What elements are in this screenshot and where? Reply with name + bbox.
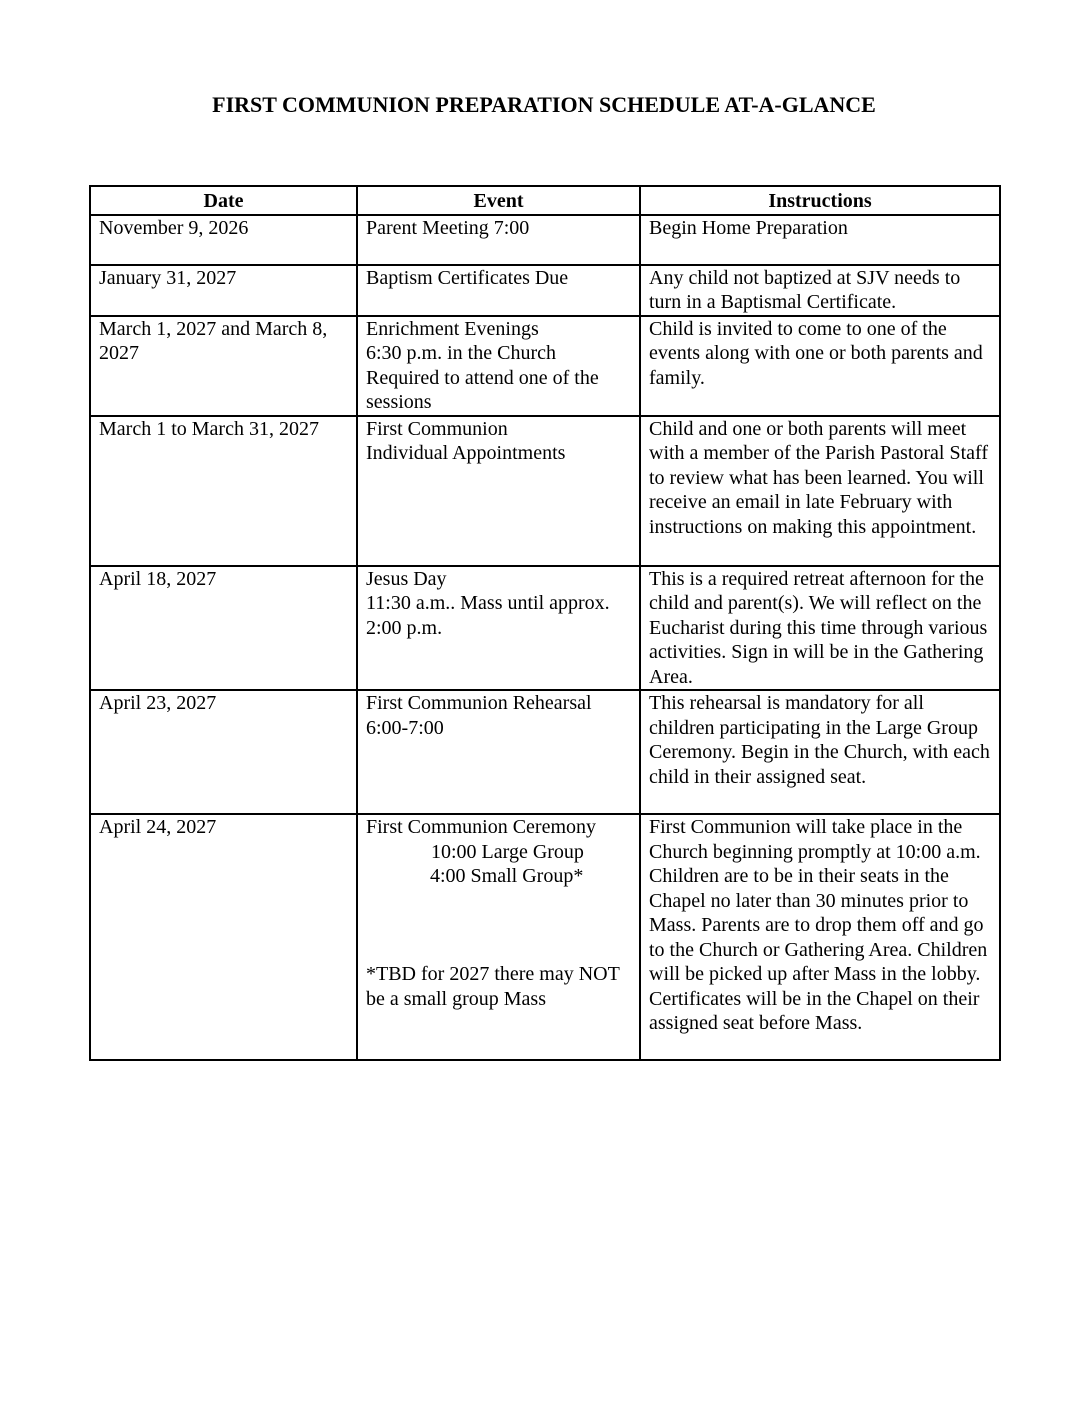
instructions-cell	[640, 265, 1000, 316]
event-line: Enrichment Evenings	[366, 317, 539, 340]
instructions-text: This is a required retreat afternoon for the child and parent(s). We will reflect on the Eucharist during this time through various activities. Sign in will be in the Gathering Area.	[649, 567, 988, 688]
spacer	[366, 889, 631, 963]
event-line: Baptism Certificates Due	[366, 266, 569, 289]
event-cell	[357, 814, 640, 1060]
event-cell	[357, 566, 640, 691]
date-text: April 18, 2027	[99, 567, 217, 590]
date-text: November 9, 2026	[99, 216, 249, 239]
column-header-date: Date	[90, 186, 357, 215]
instructions-cell	[640, 215, 1000, 265]
event-cell	[357, 316, 640, 416]
event-line: First Communion Ceremony	[366, 816, 596, 838]
instructions-cell	[640, 690, 1000, 814]
table-row	[90, 316, 1000, 416]
column-header-instructions: Instructions	[640, 186, 1000, 215]
event-line: Individual Appointments	[366, 442, 566, 464]
event-line: 10:00 Large Group	[431, 840, 584, 863]
event-line: 11:30 a.m.. Mass until approx. 2:00 p.m.	[366, 592, 610, 639]
date-cell	[90, 690, 357, 814]
event-cell	[357, 690, 640, 814]
schedule-table	[89, 185, 1001, 1061]
table-row	[90, 265, 1000, 316]
date-cell	[90, 316, 357, 416]
date-cell	[90, 215, 357, 265]
column-header-event: Event	[357, 186, 640, 215]
instructions-text: Child is invited to come to one of the events along with one or both parents and family.	[649, 317, 983, 389]
event-line: 6:30 p.m. in the Church	[366, 342, 556, 364]
table-row	[90, 814, 1000, 1060]
event-note: *TBD for 2027 there may NOT be a small group Mass	[366, 963, 620, 1010]
instructions-cell	[640, 416, 1000, 566]
event-line: 6:00-7:00	[366, 716, 444, 739]
event-cell	[357, 416, 640, 566]
date-text: March 1 to March 31, 2027	[99, 417, 319, 440]
event-cell	[357, 265, 640, 316]
event-line: Required to attend one of the sessions	[366, 366, 599, 413]
instructions-text: This rehearsal is mandatory for all children participating in the Large Group Ceremony. Begin in the Church, with each child in their assigned seat.	[649, 692, 990, 788]
table-row	[90, 566, 1000, 691]
instructions-cell	[640, 814, 1000, 1060]
table-row	[90, 690, 1000, 814]
instructions-text: Child and one or both parents will meet with a member of the Parish Pastoral Staff to review what has been learned. You will receive an email in late February with instructions on making this appointment.	[649, 417, 989, 538]
event-line: First Communion Rehearsal	[366, 692, 592, 714]
instructions-text: Any child not baptized at SJV needs to turn in a Baptismal Certificate.	[649, 266, 961, 313]
date-text: April 23, 2027	[99, 692, 217, 714]
instructions-cell	[640, 316, 1000, 416]
date-text: January 31, 2027	[99, 266, 237, 289]
event-line: Jesus Day	[366, 567, 447, 590]
date-cell	[90, 566, 357, 691]
instructions-text: First Communion will take place in the Church beginning promptly at 10:00 a.m. Children are to be in their seats in the Chapel no later than 30 minutes prior to Mass. Parents are to drop them off and go to the Church or Gathering Area. Children will be picked up after Mass in the lobby. Certificates will be in the Chapel on their assigned seat before Mass.	[649, 816, 988, 1034]
date-text: March 1, 2027 and March 8, 2027	[99, 317, 328, 364]
event-line: First Communion	[366, 417, 508, 440]
event-line: Parent Meeting 7:00	[366, 216, 530, 239]
event-cell	[357, 215, 640, 265]
date-cell	[90, 416, 357, 566]
date-cell	[90, 265, 357, 316]
page-title: FIRST COMMUNION PREPARATION SCHEDULE AT-A-GLANCE	[212, 92, 876, 117]
instructions-text: Begin Home Preparation	[649, 216, 848, 239]
date-cell	[90, 814, 357, 1060]
table-row	[90, 215, 1000, 265]
table-header-row	[90, 186, 1000, 215]
instructions-cell	[640, 566, 1000, 691]
event-line: 4:00 Small Group*	[430, 865, 584, 887]
table-row	[90, 416, 1000, 566]
date-text: April 24, 2027	[99, 816, 217, 838]
